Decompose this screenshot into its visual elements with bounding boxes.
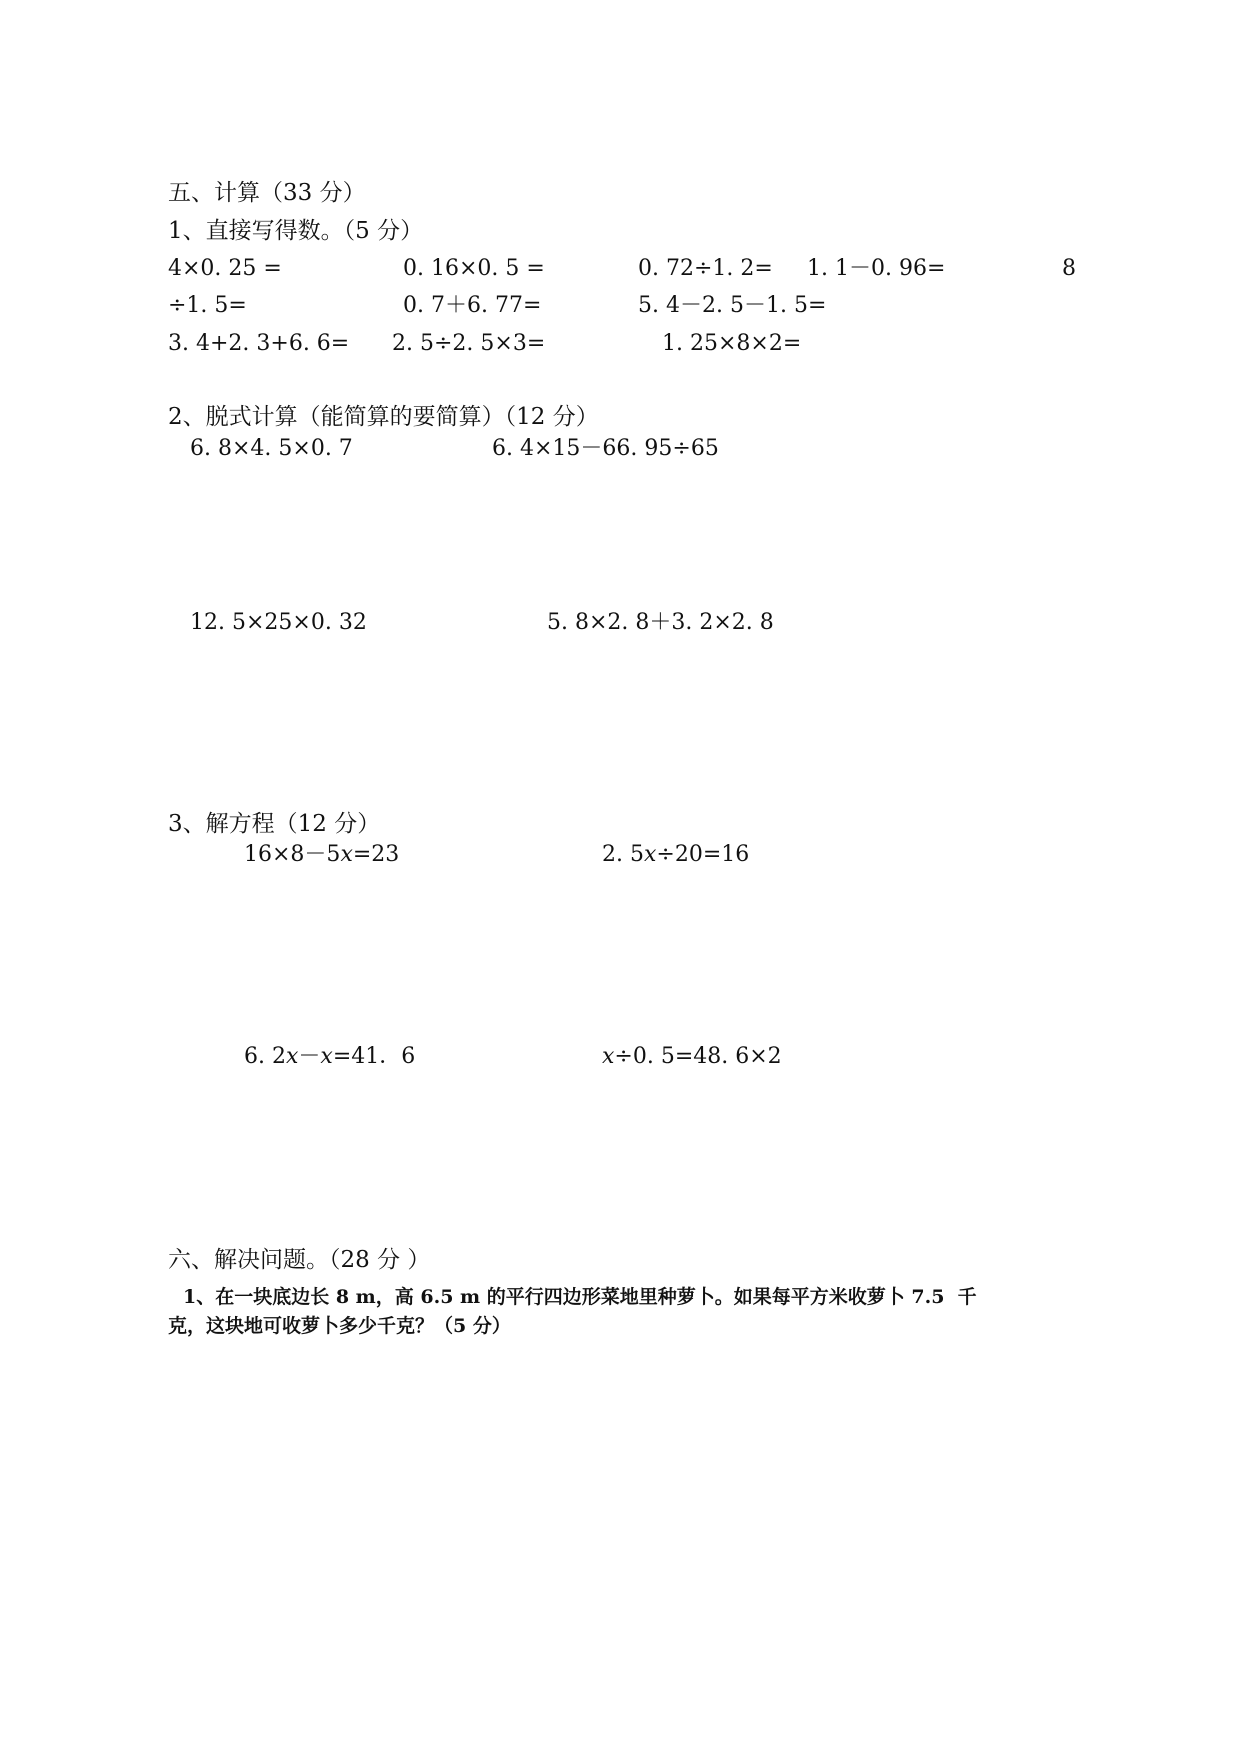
oral-calc-item: 0. 72÷1. 2= bbox=[638, 256, 773, 281]
equation-item: 16×8－5x=23 bbox=[244, 842, 400, 867]
variable-x: x bbox=[285, 1044, 299, 1069]
oral-calc-item: 0. 16×0. 5 = bbox=[403, 256, 545, 281]
section-six-title: 六、解决问题。（28 分 ） bbox=[168, 1247, 431, 1273]
oral-calc-item: 2. 5÷2. 5×3= bbox=[392, 331, 546, 356]
oral-calc-item: 1. 25×8×2= bbox=[662, 331, 802, 356]
section-five-title: 五、计算（33 分） bbox=[168, 180, 366, 206]
equation-item: 2. 5x÷20=16 bbox=[602, 842, 750, 867]
equation-item: 6. 2x－x=41．6 bbox=[244, 1044, 416, 1069]
problem-1-line-1: 1、在一块底边长 8 m，高 6.5 m 的平行四边形菜地里种萝卜。如果每平方米收萝卜 7.5 千 bbox=[183, 1286, 977, 1308]
step-calc-item: 12. 5×25×0. 32 bbox=[190, 610, 367, 635]
variable-x: x bbox=[643, 842, 657, 867]
equation-item: x÷0. 5=48. 6×2 bbox=[602, 1044, 782, 1069]
variable-x: x bbox=[602, 1044, 615, 1069]
question-3-title: 3、解方程（12 分） bbox=[168, 811, 381, 837]
variable-x: x bbox=[320, 1044, 333, 1069]
oral-calc-item: ÷1. 5= bbox=[168, 293, 247, 318]
step-calc-item: 6. 4×15－66. 95÷65 bbox=[492, 436, 719, 461]
question-2-title: 2、脱式计算（能简算的要简算）（12 分） bbox=[168, 404, 599, 430]
variable-x: x bbox=[340, 842, 353, 867]
oral-calc-item: 5. 4－2. 5－1. 5= bbox=[638, 293, 827, 318]
step-calc-item: 6. 8×4. 5×0. 7 bbox=[190, 436, 353, 461]
oral-calc-item: 3. 4+2. 3+6. 6= bbox=[168, 331, 350, 356]
oral-calc-item: 8 bbox=[1062, 256, 1076, 281]
oral-calc-item: 0. 7＋6. 77= bbox=[403, 293, 542, 318]
step-calc-item: 5. 8×2. 8＋3. 2×2. 8 bbox=[547, 610, 774, 635]
oral-calc-item: 4×0. 25 = bbox=[168, 256, 282, 281]
question-1-title: 1、直接写得数。（5 分） bbox=[168, 218, 424, 244]
problem-1-line-2: 克，这块地可收萝卜多少千克？（5 分） bbox=[168, 1315, 511, 1337]
oral-calc-item: 1. 1－0. 96= bbox=[807, 256, 946, 281]
